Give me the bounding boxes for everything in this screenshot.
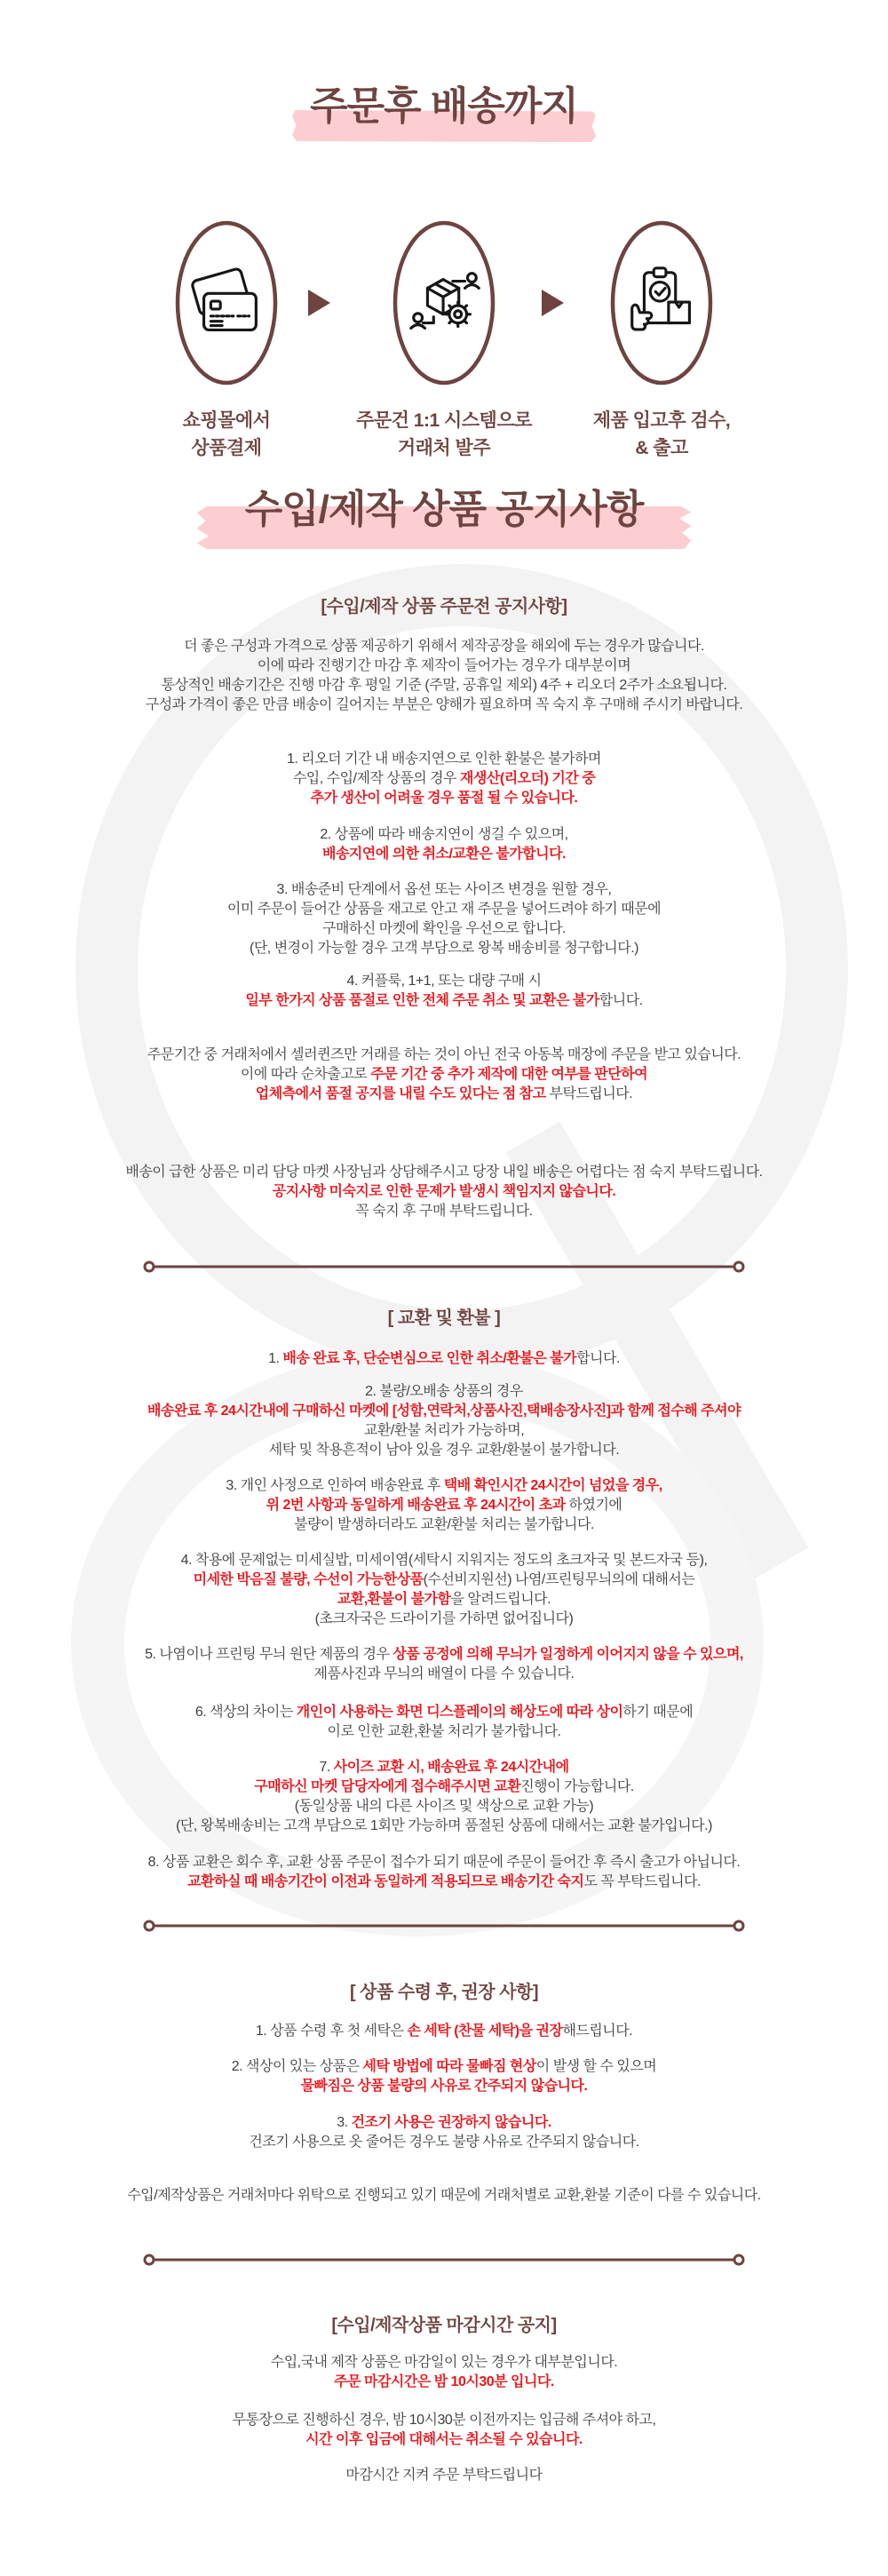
notice-text-em: 업체측에서 품절 공지를 내릴 수도 있다는 점 참고	[255, 1086, 546, 1101]
notice-line	[27, 1817, 861, 1836]
notice-block	[27, 1476, 861, 1535]
notice-text: 건조기 사용으로 옷 줄어든 경우도 불량 사유로 간주되지 않습니다.	[249, 2135, 639, 2150]
notice-line	[27, 750, 861, 769]
notice-text: 구매하신 마켓에 확인을 우선으로 합니다.	[322, 921, 566, 936]
notice-text: 이 발생 할 수 있으며	[535, 2059, 657, 2074]
notice-line	[27, 1872, 861, 1892]
notice-line	[27, 1163, 861, 1182]
notice-line	[27, 880, 861, 900]
notice-text: 1.	[268, 1351, 283, 1366]
notice-text-em: 배송지연에 의한 취소/교환은 불가합니다.	[322, 847, 566, 862]
notice-line	[27, 2430, 861, 2450]
process-step-inspection-label	[555, 407, 768, 462]
notice-text: (단, 왕복배송비는 고객 부담으로 1회만 가능하며 품절된 상품에 대해서는 교환 불가입니다.)	[176, 1818, 712, 1833]
notice-text: 배송이 급한 상품은 미리 담당 마켓 사장님과 상담해주시고 당장 내일 배송은 어렵다는 점 숙지 부탁드립니다.	[125, 1165, 763, 1180]
notice-text: 이에 따라 진행기간 마감 후 제작이 들어가는 경우가 대부분이며	[257, 658, 631, 673]
arrow-right-icon	[542, 290, 564, 316]
notice-line	[27, 1402, 861, 1421]
label-line: 쇼핑몰에서	[182, 410, 271, 431]
notice-text: 3. 배송준비 단계에서 옵션 또는 사이즈 변경을 원할 경우,	[276, 882, 612, 897]
notice-text: 3. 개인 사정으로 인하여 배송완료 후	[226, 1478, 444, 1493]
notice-block	[27, 2057, 861, 2096]
notice-block	[27, 750, 861, 808]
process-step-inspection	[555, 219, 768, 476]
notice-text-em: 시간 이후 입금에 대해서는 취소될 수 있습니다.	[305, 2432, 583, 2447]
notice-line	[27, 1382, 861, 1402]
notice-line	[27, 1722, 861, 1742]
notice-line	[27, 696, 861, 715]
notice-block	[27, 2186, 861, 2206]
notice-text: 무통장으로 진행하신 경우, 밤 10시30분 이전까지는 입금해 주셔야 하고,	[232, 2413, 656, 2428]
notice-line	[27, 1046, 861, 1065]
notice-text: 하기 때문에	[622, 1705, 694, 1720]
notice-text-em: 건조기 사용은 권장하지 않습니다.	[351, 2115, 551, 2130]
notice-line	[27, 825, 861, 845]
page-title-notice-text: 수입/제작 상품 공지사항	[238, 487, 651, 533]
notice-text: 통상적인 배송기간은 진행 마감 후 평일 기준 (주말, 공휴일 제외) 4주 + 리오더 2주가 소요됩니다.	[161, 678, 727, 693]
notice-block	[27, 880, 861, 958]
notice-line	[27, 769, 861, 789]
notice-line	[27, 2186, 861, 2206]
notice-line	[27, 1349, 861, 1369]
notice-line	[27, 919, 861, 939]
notice-block	[27, 1853, 861, 1892]
notice-text-em: 세탁 방법에 따라 물빠짐 현상	[362, 2059, 536, 2074]
inspection-icon	[608, 219, 715, 387]
notice-text: 주문기간 중 거래처에서 셀러퀸즈만 거래를 하는 것이 아닌 전국 아동복 매장에 주문을 받고 있습니다.	[147, 1047, 741, 1062]
notice-text: 4. 커플룩, 1+1, 또는 대량 구매 시	[346, 974, 542, 989]
notice-line	[27, 2466, 861, 2485]
notice-text: 3.	[337, 2115, 352, 2130]
notice-block	[27, 637, 861, 715]
label-line: 상품결제	[191, 438, 262, 458]
notice-text: 7.	[319, 1760, 334, 1775]
notice-line	[27, 2373, 861, 2392]
notice-text: (동일상품 내의 다른 사이즈 및 색상으로 교환 가능)	[294, 1799, 594, 1814]
section-divider	[142, 1919, 746, 1933]
notice-line	[27, 2411, 861, 2430]
notice-text: (수선비지원선) 나염/프린팅무늬의에 대해서는	[423, 1572, 695, 1587]
notice-text-em: 재생산(리오더) 기간 중	[460, 771, 596, 786]
notice-block	[27, 2022, 861, 2041]
notice-text: 하였기에	[565, 1498, 622, 1513]
notice-line	[27, 2133, 861, 2152]
notice-text: 4. 착용에 문제없는 미세실밥, 미세이염(세탁시 지워지는 정도의 초크자국 및 본드자국 등),	[180, 1553, 708, 1568]
notice-line	[27, 1853, 861, 1872]
notice-line	[27, 637, 861, 656]
label-line: 제품 입고후 검수,	[592, 410, 731, 431]
notice-block	[27, 1349, 861, 1369]
notice-line	[27, 1777, 861, 1797]
notice-text: 8. 상품 교환은 회수 후, 교환 상품 주문이 접수가 되기 때문에 주문이 들어간 후 즉시 출고가 아닙니다.	[147, 1855, 741, 1870]
notice-line	[27, 991, 861, 1011]
notice-line	[27, 2113, 861, 2133]
notice-text-em: 개인이 사용하는 화면 디스플레이의 해상도에 따라 상이	[296, 1705, 623, 1720]
notice-block	[27, 972, 861, 1011]
notice-block	[27, 1046, 861, 1104]
notice-line	[27, 1797, 861, 1817]
notice-text: 더 좋은 구성과 가격으로 상품 제공하기 위해서 제작공장을 해외에 두는 경우가 많습니다.	[184, 639, 704, 654]
notice-text-em: 사이즈 교환 시, 배송완료 후 24시간내에	[333, 1760, 569, 1775]
arrow-right-icon	[308, 290, 330, 316]
notice-text: 불량이 발생하더라도 교환/환불 처리는 불가합니다.	[294, 1517, 594, 1532]
notice-text-em: 물빠짐은 상품 불량의 사유로 간주되지 않습니다.	[300, 2079, 588, 2094]
notice-line	[27, 1665, 861, 1684]
notice-text-em: 상품 공정에 의해 무늬가 일정하게 이어지지 않을 수 있으며,	[392, 1647, 743, 1662]
notice-line	[27, 1610, 861, 1629]
notice-line	[27, 1590, 861, 1610]
notice-line	[27, 972, 861, 991]
notice-line	[27, 1645, 861, 1665]
notice-block	[27, 825, 861, 864]
notice-text-em: 택배 확인시간 24시간이 넘었을 경우,	[443, 1478, 662, 1493]
order-process-row	[0, 219, 888, 476]
notice-line	[27, 1515, 861, 1535]
notice-line	[27, 2077, 861, 2096]
notice-block	[27, 1645, 861, 1684]
notice-text-em: 교환하실 때 배송기간이 이전과 동일하게 적용되므로 배송기간 숙지	[187, 1874, 584, 1889]
notice-text: 세탁 및 착용흔적이 남아 있을 경우 교환/환불이 불가합니다.	[268, 1443, 620, 1458]
notice-line	[27, 939, 861, 958]
notice-text-em: 교환,환불이 불가함	[337, 1592, 451, 1607]
label-line: 거래처 발주	[397, 438, 491, 458]
notice-text: 수입/제작상품은 거래처마다 위탁으로 진행되고 있기 때문에 거래처별로 교환,환불 기준이 다를 수 있습니다.	[127, 2188, 761, 2203]
notice-line	[27, 900, 861, 919]
notice-line	[27, 2022, 861, 2041]
notice-line	[27, 1085, 861, 1104]
label-line: 주문건 1:1 시스템으로	[356, 410, 532, 431]
process-step-payment	[120, 219, 333, 476]
notice-line	[27, 656, 861, 676]
notice-block	[27, 2411, 861, 2450]
section-header-c: [ 상품 수령 후, 권장 사항]	[349, 1983, 539, 2002]
notice-text: (초크자국은 드라이기를 가하면 없어집니다)	[314, 1611, 574, 1626]
label-line: & 출고	[635, 438, 688, 458]
notice-line	[27, 2057, 861, 2077]
notice-text: 합니다.	[599, 993, 643, 1008]
notice-text: 을 알려드립니다.	[450, 1592, 551, 1607]
notice-text: 부탁드립니다.	[545, 1086, 633, 1101]
notice-line	[27, 2353, 861, 2373]
process-step-payment-label	[120, 407, 333, 462]
section-header-a: [수입/제작 상품 주문전 공지사항]	[321, 597, 567, 616]
section-divider	[142, 1260, 746, 1274]
notice-text: 이미 주문이 들어간 상품을 재고로 안고 재 주문을 넣어드려야 하기 때문에	[226, 902, 662, 917]
notice-text-em: 일부 한가지 상품 품절로 인한 전체 주문 취소 및 교환은 불가	[245, 993, 599, 1008]
notice-text: 2. 상품에 따라 배송지연이 생길 수 있으며,	[320, 827, 568, 842]
notice-text-em: 공지사항 미숙지로 인한 문제가 발생시 책임지지 않습니다.	[272, 1184, 616, 1199]
notice-text: 5. 나염이나 프린팅 무늬 원단 제품의 경우	[145, 1647, 393, 1662]
notice-text: 제품사진과 무늬의 배열이 다를 수 있습니다.	[313, 1666, 575, 1682]
notice-line	[27, 1421, 861, 1441]
notice-block	[27, 1382, 861, 1460]
notice-text-em: 배송 완료 후, 단순변심으로 인한 취소/환불은 불가	[282, 1351, 577, 1366]
notice-line	[27, 1182, 861, 1202]
page-title-shipping-text: 주문후 배송까지	[303, 83, 585, 130]
notice-line	[27, 1496, 861, 1515]
notice-text: 이로 인한 교환,환불 처리가 불가합니다.	[327, 1724, 561, 1739]
notice-text: 마감시간 지켜 주문 부탁드립니다	[345, 2468, 543, 2483]
notice-text: 이에 따라 순차출고로	[240, 1067, 371, 1082]
notice-text: 2. 색상이 있는 상품은	[231, 2059, 363, 2074]
notice-text-em: 주문 기간 중 추가 제작에 대한 여부를 판단하여	[370, 1067, 648, 1082]
section-header-d: [수입/제작상품 마감시간 공지]	[331, 2316, 557, 2335]
notice-line	[27, 1758, 861, 1777]
notice-block	[27, 2113, 861, 2152]
page-title-notice	[0, 487, 888, 533]
notice-text: 합니다.	[576, 1351, 620, 1366]
notice-block	[27, 2466, 861, 2485]
order-system-icon	[391, 219, 497, 387]
notice-text: 1. 상품 수령 후 첫 세탁은	[255, 2023, 408, 2039]
notice-text: 교환/환불 처리가 가능하며,	[363, 1423, 525, 1438]
notice-text-em: 손 세탁 (찬물 세탁)을 권장	[407, 2023, 563, 2039]
notice-line	[27, 1476, 861, 1496]
notice-line	[27, 1441, 861, 1460]
notice-text: 도 꼭 부탁드립니다.	[583, 1874, 701, 1889]
notice-text: 구성과 가격이 좋은 만큼 배송이 길어지는 부분은 양해가 필요하며 꼭 숙지 후 구매해 주시기 바랍니다.	[145, 697, 743, 712]
notice-text: 꼭 숙지 후 구매 부탁드립니다.	[355, 1204, 533, 1219]
notice-text: 진행이 가능합니다.	[520, 1779, 634, 1794]
notice-line	[27, 1065, 861, 1085]
notice-block	[27, 2353, 861, 2392]
notice-text: 수입,국내 제작 상품은 마감일이 있는 경우가 대부분입니다.	[270, 2355, 618, 2370]
notice-block	[27, 1758, 861, 1836]
notice-line	[27, 676, 861, 696]
notice-text: 1. 리오더 기간 내 배송지연으로 인한 환불은 불가하며	[286, 751, 602, 767]
notice-text: 2. 불량/오배송 상품의 경우	[365, 1384, 523, 1399]
notice-text: 수입, 수입/제작 상품의 경우	[292, 771, 461, 786]
notice-line	[27, 845, 861, 864]
notice-text-em: 주문 마감시간은 밤 10시30분 입니다.	[334, 2374, 554, 2389]
notice-line	[27, 1570, 861, 1590]
notice-line	[27, 1202, 861, 1221]
notice-text-em: 구매하신 마켓 담당자에게 접수해주시면 교환	[254, 1779, 521, 1794]
notice-line	[27, 789, 861, 808]
notice-line	[27, 1703, 861, 1722]
notice-block	[27, 1703, 861, 1742]
page-title-shipping	[0, 83, 888, 130]
notice-text: (단, 변경이 가능할 경우 고객 부담으로 왕복 배송비를 청구합니다.)	[250, 941, 638, 956]
notice-line	[27, 1551, 861, 1570]
notice-block	[27, 1163, 861, 1221]
notice-text: 6. 색상의 차이는	[194, 1705, 297, 1720]
credit-card-icon	[173, 219, 280, 387]
section-divider	[142, 2253, 746, 2267]
notice-text: 해드립니다.	[562, 2023, 633, 2039]
notice-text-em: 미세한 박음질 불량, 수선이 가능한상품	[193, 1572, 424, 1587]
notice-text-em: 배송완료 후 24시간내에 구매하신 마켓에 [성함,연락처,상품사진,택배송장사진]과 함께 접수해 주셔야	[147, 1403, 741, 1419]
notice-block	[27, 1551, 861, 1629]
process-step-order	[337, 219, 551, 476]
notice-text-em: 추가 생산이 어려울 경우 품절 될 수 있습니다.	[310, 791, 578, 806]
process-step-order-label	[337, 407, 551, 462]
notice-text-em: 위 2번 사항과 동일하게 배송완료 후 24시간이 초과	[266, 1498, 566, 1513]
section-header-b: [ 교환 및 환불 ]	[387, 1308, 501, 1328]
